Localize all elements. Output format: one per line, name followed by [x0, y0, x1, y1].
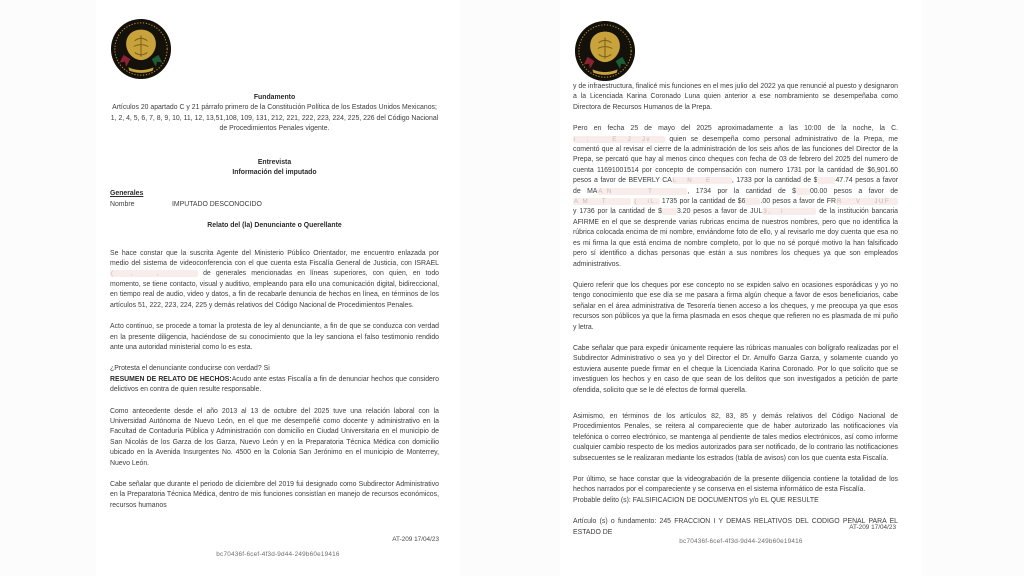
paragraph: y de infraestructura, finalicé mis funciones en el mes julio del 2022 ya que renuncié al puesto y designaron a la Licenciada Karina Coronado Luna quien anterior a ese nombramiento se desempeñaba como Directora de Recursos Humanos de la Prepa.	[573, 83, 898, 111]
section-label: Generales	[110, 190, 144, 198]
redacted-text: R V JUF	[836, 198, 898, 205]
redacted-text	[796, 188, 810, 195]
text-run: , 1733 por la cantidad de $	[731, 177, 818, 185]
paragraph: Por último, se hace constar que la videograbación de la presente diligencia contiene la totalidad de los hechos narrados por el compareciente y se conserva en el sistema informático de esta Fiscalía.	[573, 476, 898, 494]
paragraph: Acto continuo, se procede a tomar la protesta de ley al denunciante, a fin de que se conduzca con verdad en la presente diligencia, haciéndose de su conocimiento que la ley sanciona el falso testimonio rendido ante una autoridad ministerial como lo es esta.	[110, 323, 439, 351]
section-heading: Relato del (la) Denunciante o Querellante	[207, 222, 342, 230]
field-row	[110, 200, 439, 210]
redacted-text	[817, 177, 835, 184]
form-code: AT-209 17/04/23	[392, 536, 439, 543]
text-run: Pero en fecha 25 de mayo del 2025 aproximadamente a las 10:00 de la noche, la C.	[573, 125, 898, 133]
centered-paragraph: Artículos 20 apartado C y 21 párrafo primero de la Constitución Política de los Estados Unidos Mexicanos; 1, 2, 4, 5, 6, 7, 8, 9, 10, 11, 12, 13,51,108, 109, 131, 212, 221, 222, 223, 224, 225, 226 del Código Nacional de Procedimientos Penales vigente.	[110, 104, 439, 133]
lion-emblem-icon	[574, 20, 636, 82]
text-run: , 1734 por la cantidad de $	[687, 187, 796, 195]
text-run: y 1736 por la cantidad de $	[573, 208, 662, 216]
paragraph	[110, 375, 439, 396]
section-heading: Fundamento	[253, 94, 296, 101]
page1-content	[110, 0, 439, 522]
text-run: Acudo ante estas Fiscalía a fin de denunciar hechos que considero delictivos en contra de quien resulte responsable.	[110, 375, 440, 394]
lion-emblem-icon	[110, 18, 172, 80]
text-run: de la institución bancaria AFIRME en el que se desprende varias rubricas encima de nuestros nombres, pero que no identifica la rúbrica colocada encima de mi nombre, enviándome foto de ello, y al revisarlo me doy cuenta que esa no es mi firma la que está encima de nombre completo, por lo que no sé porqué motivo la han falsificado pero sí identifico a dichas personas que están a sus nombres los cheques ya que son empleados administrativos.	[573, 208, 898, 268]
field-value: IMPUTADO DESCONOCIDO	[172, 200, 262, 208]
paragraph	[573, 124, 898, 270]
page2-content	[573, 0, 898, 549]
paragraph	[110, 249, 439, 311]
text-run: 00.00 pesos a favor de	[809, 187, 898, 195]
text-run: quien se desempeña como personal administrativo de la Prepa, me comentó que al revisar el cierre de la administración de los seis años de las funciones del Director de la Prepa, se percató que hay al menos cinco cheques con fecha de 03 de febrero del 2025 del numero de cuenta 11691001514 por concepto de compensación con numero 1731 por la cantidad de $6,901.60 pesos a favor de BEVERLY CA	[573, 135, 898, 185]
redacted-text: 3, i	[762, 208, 816, 215]
redacted-text	[745, 198, 760, 205]
redacted-text: A M T	[573, 198, 631, 205]
redacted-text: i ; E J Jv	[573, 136, 665, 143]
text-run: 47.74 pesos a favor de MA	[573, 177, 898, 195]
text-run: .00 pesos a favor de FR	[760, 198, 836, 206]
redacted-text: ( , ,	[110, 270, 198, 277]
section-heading: Entrevista	[257, 158, 292, 166]
text-run: 1735 por la cantidad de $6	[659, 198, 746, 206]
fiscalia-emblem-logo	[110, 18, 439, 80]
paragraph: Cabe señalar que durante el periodo de diciembre del 2019 fui designado como Subdirector Administrativo en la Preparatoria Técnica Médica, dentro de mis funciones consistían en manejo de recursos económicos, recursos humanos	[110, 480, 439, 509]
paragraph: Probable delito (s): FALSIFICACION DE DOCUMENTOS y/o EL QUE RESULTE	[573, 496, 819, 504]
document-hash: bc70436f-6cef-4f3d-9d44-249b60e19416	[679, 538, 803, 545]
text-run: Se hace constar que la suscrita Agente del Ministerio Público Orientador, me encuentro enlazada por medio del sistema de videoconferencia con el que cuenta esta Fiscalía General de Justicia, con ISRAEL	[110, 249, 439, 268]
form-code: AT-209 17/04/23	[849, 524, 896, 531]
bold-text: RESUMEN DE RELATO DE HECHOS:	[110, 375, 232, 383]
document-page-2	[560, 0, 922, 576]
redacted-text: L N E	[672, 177, 732, 184]
paragraph: Como antecedente desde el año 2013 al 13 de octubre del 2025 tuve una relación laboral con la Universidad Autónoma de Nuevo León, en el que me desempeñé como docente y administrativo en la Facultad de Contaduría Pública y Administración con domicilio en Ciudad Universitaria en el municipio de San Nicolás de los Garza de los Garza, Nuevo León y en la Preparatoria Técnica Médica con domicilio ubicado en la Avenida Insurgentes No. 4500 en la Colonia San Jerónimo en el municipio de Monterrey, Nuevo León.	[110, 407, 439, 467]
paragraph: ¿Protesta el denunciante conducirse con verdad? Si	[110, 365, 270, 373]
section-heading: Información del imputado	[232, 169, 317, 177]
redacted-text: ( iL.	[634, 198, 659, 206]
text-run: 3.20 pesos a favor de JUL	[677, 208, 763, 216]
paragraph: Cabe señalar que para expedir únicamente requiere las rúbricas manuales con bolígrafo realizadas por el Subdirector Administrativo o sea yo y del Director el Dr. Arnulfo Garza Garza, y solamente cuando yo estuviera ausente puede firmar en el cheque la Licenciada Karina Coronado. Por lo que solicito que se investiguen los hechos y en caso de que sean de los delitos que son investigados a petición de parte ofendida, solicito que se le dé efectos de formal querella.	[573, 344, 898, 394]
text-run: de generales mencionadas en líneas superiores, con quien, en todo momento, se tiene contacto, visual y auditivo, empleando para ello una comunicación digital, bidireccional, en tiempo real de audio, video y datos, a fin de recabarle denuncia de hechos en línea, en términos de los artículos 51, 222, 223, 224, 225 y demás relativos del Código Nacional de Procedimientos Penales.	[110, 270, 439, 309]
spacer	[110, 146, 439, 158]
redacted-text: A N T	[597, 188, 687, 195]
paragraph: Quiero referir que los cheques por ese concepto no se expiden salvo en ocasiones esporádicas y yo no tengo conocimiento que ese día se me pasara a firma algún cheque a favor de esos beneficiarios, cabe señalar en el área administrativa de Tesorería tienen acceso a los cheques, y me preocupa ya que esos recursos son públicos ya que la firma plasmada en esos cheque que refieren no es plasmada de mi puño y letra.	[573, 281, 898, 331]
redacted-text	[662, 208, 677, 215]
fiscalia-emblem-logo	[574, 20, 898, 82]
paragraph: Artículo (s) o fundamento: 245 FRACCION I Y DEMAS RELATIVOS DEL CODIGO PENAL PARA EL ESTADO DE	[573, 518, 898, 536]
field-label: Nombre	[110, 200, 135, 208]
paragraph: Asimismo, en términos de los artículos 82, 83, 85 y demás relativos del Código Nacional de Procedimientos Penales, se reitera al compareciente que de haber autorizado las notificaciones vía telefónica o correo electrónico, se mantenga al pendiente de tales medios electrónicos, así como informe cualquier cambio respecto de los medios autorizados para ser notificado, de lo contrario las notificaciones subsecuentes se le realizaran mediante los estrados (tabla de avisos) con los que cuenta esta Fiscalía.	[573, 412, 898, 462]
document-hash: bc70436f-6cef-4f3d-9d44-249b60e19416	[216, 551, 340, 558]
document-page-1	[96, 0, 460, 576]
